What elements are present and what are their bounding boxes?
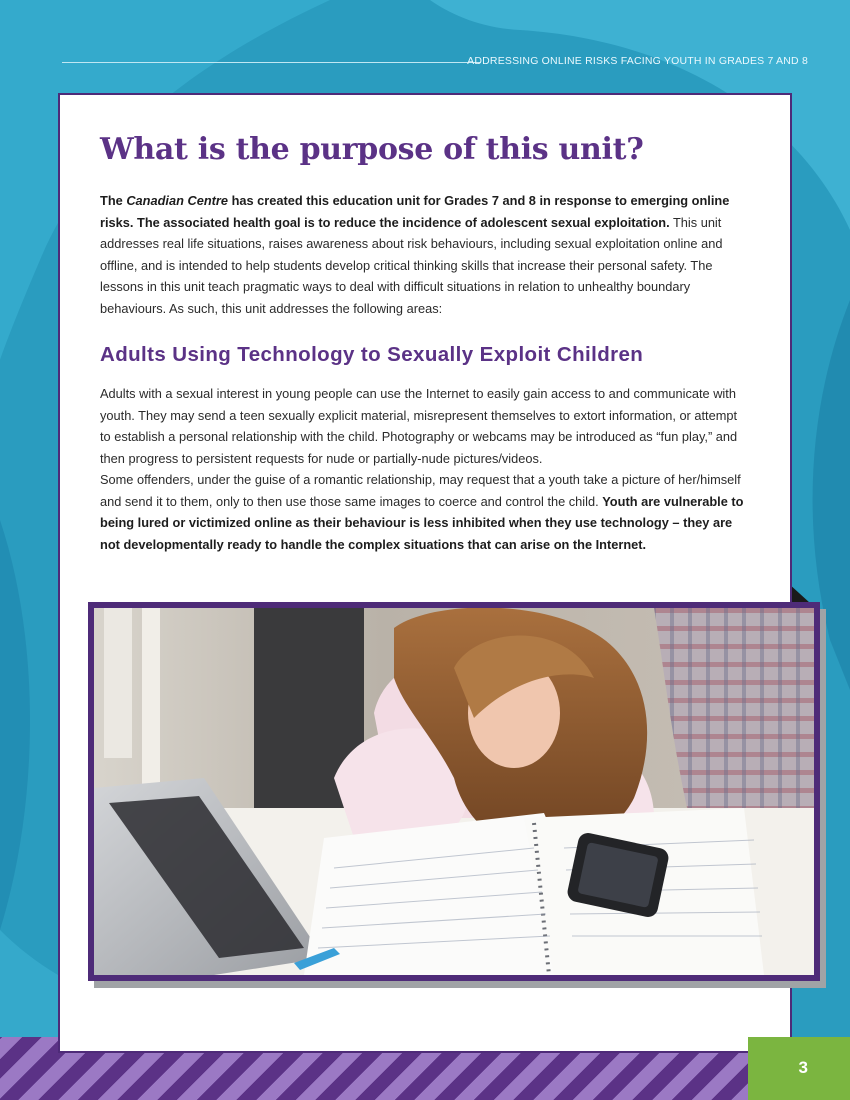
organization-name: Canadian Centre — [126, 193, 229, 208]
section-title: What is the purpose of this unit? — [100, 132, 644, 167]
subsection-body-part1: Adults with a sexual interest in young people can use the Internet to easily gain access to and communicate with youth. They may send a teen sexually explicit material, misrepresent themselves to extort information, or attempt to establish a personal relationship with the child. Photography or webcams may be introduced as “fun play,” and then progress to persistent requests for nude or partially-nude pictures/videos. — [100, 386, 738, 466]
header-rule — [62, 62, 480, 63]
subsection-paragraph — [100, 383, 750, 555]
subsection-heading: Adults Using Technology to Sexually Exploit Children — [100, 343, 644, 366]
intro-body: This unit addresses real life situations, raises awareness about risk behaviours, including sexual exploitation online and offline, and is intended to help students develop critical thinking skills that increase their personal safety. The lessons in this unit teach pragmatic ways to deal with difficult situations in relation to unhealthy boundary behaviours. As such, this unit addresses the following areas: — [100, 214, 723, 316]
intro-lead-the: The — [100, 193, 127, 208]
intro-paragraph — [100, 190, 750, 319]
photo-girl-with-laptop-and-phone — [94, 608, 814, 975]
subsection-bold-statement: Youth are vulnerable to being lured or victimized online as their behaviour is less inhibited when they use technology – they are not developmentally ready to handle the complex situations that can arise on the Internet. — [100, 493, 744, 552]
subsection-body-part2: Some offenders, under the guise of a romantic relationship, may request that a youth take a picture of her/himself and send it to them, only to then use those same images to coerce and control the child. — [100, 472, 741, 509]
photo-frame — [88, 602, 820, 981]
running-header: ADDRESSING ONLINE RISKS FACING YOUTH IN GRADES 7 AND 8 — [467, 55, 808, 67]
page-number: 3 — [798, 1058, 808, 1077]
intro-bold-statement: has created this education unit for Grades 7 and 8 in response to emerging online risks. The associated health goal is to reduce the incidence of adolescent sexual exploitation. — [100, 193, 730, 230]
